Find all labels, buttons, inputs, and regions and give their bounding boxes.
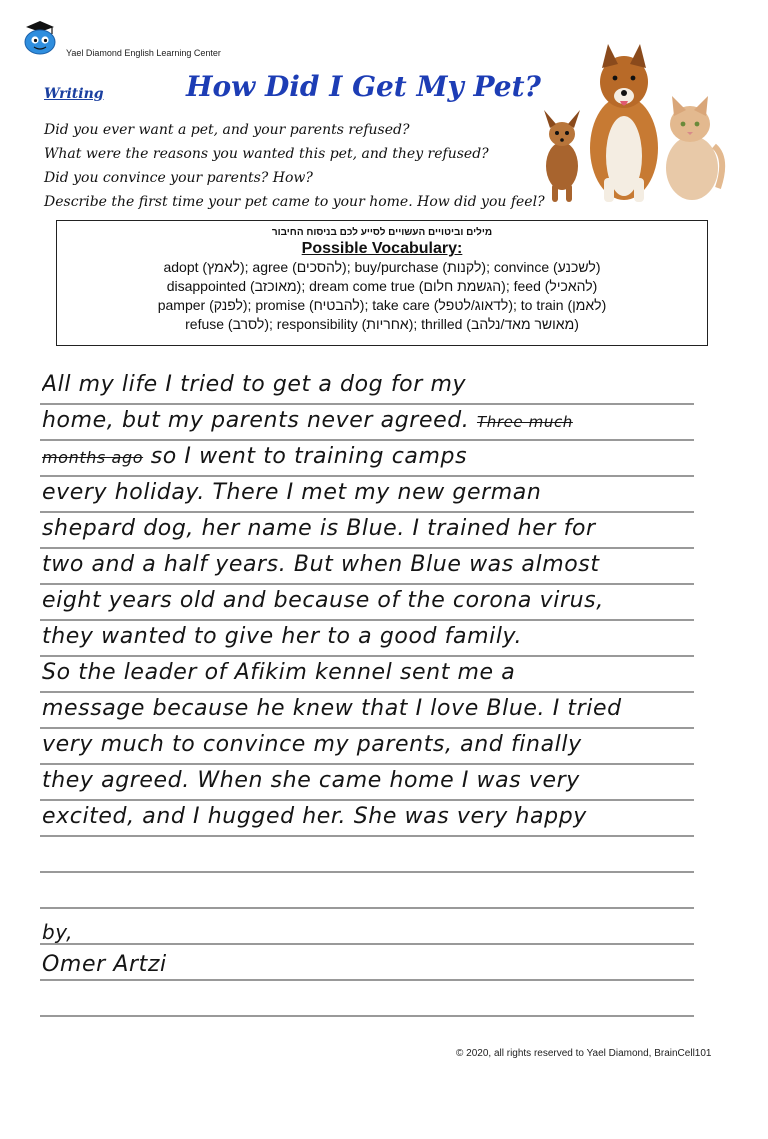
crossed-out-text: months ago [42,448,144,467]
essay-line: two and a half years. But when Blue was almost [42,552,600,577]
collie-dog-icon [590,44,658,202]
section-label: Writing [44,86,104,102]
signature-by: by, [42,920,74,944]
essay-line [42,444,742,469]
essay-text: so I went to training camps [150,444,468,469]
vocabulary-line: pamper (לפנק); promise (להבטיח); take care (לדאוג/לטפל); to train (לאמן) [157,297,607,313]
small-dog-icon [544,110,580,202]
prompt-2: What were the reasons you wanted this pet, and they refused? [44,146,489,162]
copyright-footer: © 2020, all rights reserved to Yael Diamond, BrainCell101 [456,1048,712,1059]
pets-illustration [532,38,728,206]
vocabulary-heading: Possible Vocabulary: [301,240,463,257]
essay-line: eight years old and because of the corona virus, [42,588,604,613]
prompt-4: Describe the first time your pet came to your home. How did you feel? [44,194,545,210]
vocabulary-line: disappointed (מאוכזב); dream come true (הגשמת חלום); feed (להאכיל) [166,278,598,294]
essay-line: All my life I tried to get a dog for my [42,372,467,397]
essay-line: shepard dog, her name is Blue. I trained her for [42,516,596,541]
signature-name: Omer Artzi [42,952,167,977]
center-name: Yael Diamond English Learning Center [66,48,221,58]
crossed-out-text: Three much [476,413,573,431]
cat-icon [666,96,722,200]
prompt-1: Did you ever want a pet, and your parents refused? [44,122,410,138]
vocabulary-line: refuse (לסרב); responsibility (אחריות); thrilled (מאושר מאד/נלהב) [185,316,579,332]
essay-line: very much to convince my parents, and finally [42,732,582,757]
essay-line: every holiday. There I met my new german [42,480,542,505]
essay-line: excited, and I hugged her. She was very happy [42,804,587,829]
essay-line: So the leader of Afikim kennel sent me a [42,660,516,685]
essay-text: home, but my parents never agreed. [42,408,470,433]
essay-line: message because he knew that I love Blue. I tried [42,696,622,721]
essay-line: they agreed. When she came home I was very [42,768,580,793]
vocabulary-hebrew-intro: מילים וביטויים העשויים לסייע לכם בניסוח החיבור [271,227,493,238]
braincell-logo-icon [18,18,62,58]
vocabulary-box [56,220,708,346]
vocabulary-line: adopt (לאמץ); agree (להסכים); buy/purchase (לקנות); convince (לשכנע) [163,259,601,275]
essay-line: they wanted to give her to a good family. [42,624,523,649]
page-title: How Did I Get My Pet? [186,70,541,103]
prompt-3: Did you convince your parents? How? [44,170,313,186]
essay-line [42,408,742,433]
